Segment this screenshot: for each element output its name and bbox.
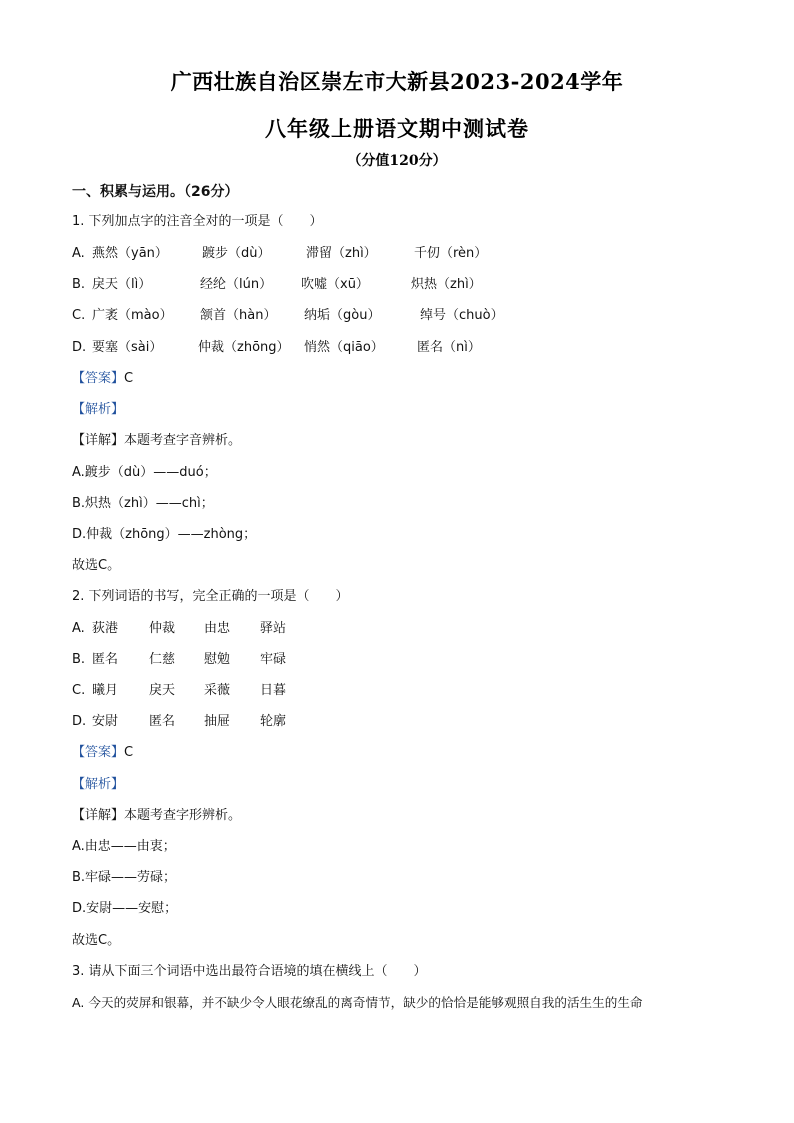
q1-answer — [72, 370, 133, 388]
q1-option-c — [72, 307, 672, 325]
option-item: 戾天（lì） — [92, 277, 152, 292]
option-item: 牢碌 — [260, 652, 287, 667]
option-item: 要塞（sài） — [92, 340, 163, 355]
option-item: 千仞（rèn） — [414, 246, 488, 261]
option-item: 曦月 — [92, 683, 119, 698]
option-label: D. — [72, 340, 87, 355]
q2-conclusion: 故选C。 — [72, 933, 121, 948]
q1-option-b — [72, 276, 672, 294]
q1-option-a — [72, 245, 672, 263]
q2-option-d — [72, 713, 472, 731]
q1-explanation-d: D.仲裁（zhōng）——zhòng； — [72, 527, 257, 542]
answer-value: C — [124, 371, 134, 386]
option-label: B. — [72, 277, 86, 292]
q1-explanation-b: B.炽热（zhì）——chì； — [72, 496, 214, 511]
answer-value: C — [124, 745, 134, 760]
detail-tag: 【详解】 — [72, 808, 125, 823]
option-item: 滞留（zhì） — [306, 246, 377, 261]
option-item: 匿名 — [92, 652, 119, 667]
option-item: 匿名（nì） — [417, 340, 481, 355]
q2-option-c — [72, 682, 472, 700]
q1-conclusion: 故选C。 — [72, 558, 121, 573]
detail-text: 本题考查字音辨析。 — [124, 433, 242, 448]
q1-option-d — [72, 339, 672, 357]
answer-tag: 【答案】 — [72, 745, 125, 760]
option-item: 燕然（yān） — [92, 246, 168, 261]
option-item: 安尉 — [92, 714, 119, 729]
exam-title-line1: 广西壮族自治区崇左市大新县2023-2024学年 — [170, 69, 624, 94]
option-item: 驿站 — [260, 621, 287, 636]
option-item: 广袤（mào） — [92, 308, 173, 323]
option-item: 炽热（zhì） — [411, 277, 482, 292]
q2-explanation-d: D.安尉——安慰； — [72, 901, 178, 916]
option-item: 慰勉 — [204, 652, 231, 667]
option-label: B. — [72, 652, 86, 667]
q2-analysis-tag: 【解析】 — [72, 777, 125, 792]
option-item: 仁慈 — [149, 652, 176, 667]
q2-option-b — [72, 651, 472, 669]
option-item: 悄然（qiāo） — [304, 340, 384, 355]
q3-option-a: A. 今天的荧屏和银幕，并不缺少令人眼花缭乱的离奇情节，缺少的恰恰是能够观照自我的活生生的生命 — [72, 995, 643, 1010]
option-label: A. — [72, 621, 85, 636]
option-item: 荻港 — [92, 621, 119, 636]
option-item: 颔首（hàn） — [200, 308, 277, 323]
section-heading: 一、积累与运用。（26分） — [72, 184, 239, 200]
option-item: 采薇 — [204, 683, 231, 698]
option-item: 踱步（dù） — [202, 246, 271, 261]
option-item: 经纶（lún） — [200, 277, 273, 292]
option-item: 绰号（chuò） — [420, 308, 504, 323]
option-item: 吹嘘（xū） — [301, 277, 369, 292]
option-item: 纳垢（gòu） — [304, 308, 381, 323]
option-item: 轮廓 — [260, 714, 287, 729]
detail-tag: 【详解】 — [72, 433, 125, 448]
q2-explanation-a: A.由忠——由衷； — [72, 839, 176, 854]
q1-stem: 1. 下列加点字的注音全对的一项是（ ） — [72, 214, 323, 229]
exam-title-line2: 八年级上册语文期中测试卷 — [265, 116, 529, 141]
option-item: 仲裁（zhōng） — [198, 340, 290, 355]
option-label: C. — [72, 683, 86, 698]
option-item: 仲裁 — [149, 621, 176, 636]
detail-text: 本题考查字形辨析。 — [124, 808, 242, 823]
option-item: 日暮 — [260, 683, 287, 698]
q2-answer — [72, 744, 133, 762]
option-item: 由忠 — [204, 621, 231, 636]
option-item: 匿名 — [149, 714, 176, 729]
score-note: （分值120分） — [347, 153, 447, 169]
option-label: D. — [72, 714, 87, 729]
q2-stem: 2. 下列词语的书写，完全正确的一项是（ ） — [72, 589, 349, 604]
answer-tag: 【答案】 — [72, 371, 125, 386]
option-item: 抽屉 — [204, 714, 231, 729]
q1-analysis-tag: 【解析】 — [72, 402, 125, 417]
q2-explanation-b: B.牢碌——劳碌； — [72, 870, 177, 885]
option-label: C. — [72, 308, 86, 323]
q2-option-a — [72, 620, 472, 638]
q3-stem: 3. 请从下面三个词语中选出最符合语境的填在横线上（ ） — [72, 964, 427, 979]
option-label: A. — [72, 246, 85, 261]
q1-explanation-a: A.踱步（dù）——duó； — [72, 465, 217, 480]
q1-detail — [72, 432, 241, 450]
option-item: 戾天 — [149, 683, 176, 698]
q2-detail — [72, 807, 241, 825]
